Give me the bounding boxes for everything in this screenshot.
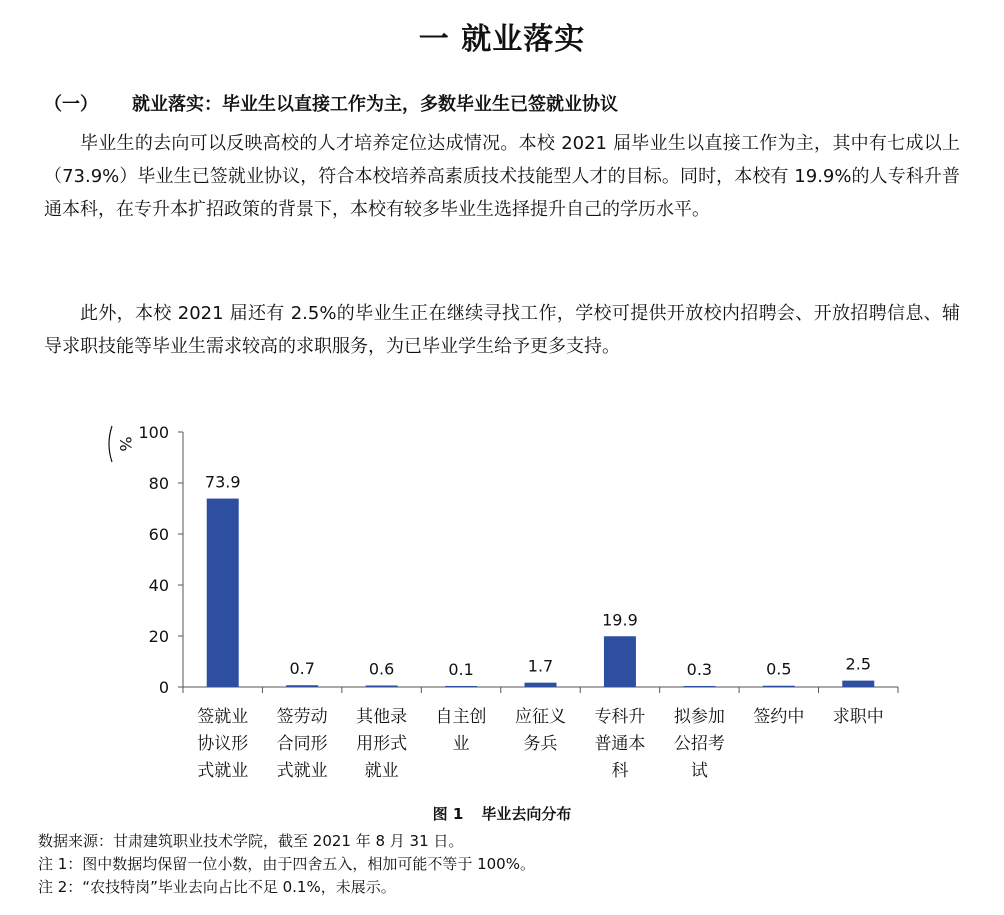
x-tick-label: 公招考 [673, 734, 725, 754]
x-tick-label: 科 [611, 761, 629, 781]
x-tick-label: 其他录 [356, 707, 408, 727]
data-label: 1.7 [527, 656, 554, 676]
bar [445, 686, 477, 687]
bar [366, 685, 398, 687]
y-axis-label-bracket [109, 426, 112, 462]
data-label: 0.7 [289, 659, 315, 679]
figure-title: 毕业去向分布 [481, 805, 572, 823]
bar [525, 683, 557, 687]
section-heading [44, 90, 618, 116]
x-tick-label: 签约中 [753, 707, 805, 727]
data-label: 0.5 [766, 659, 792, 679]
note-1: 注 1：图中数据均保留一位小数，由于四舍五入，相加可能不等于 100%。 [38, 855, 535, 873]
x-tick-label: 普通本 [594, 734, 646, 754]
x-tick-label: 协议形 [197, 734, 249, 754]
note-source: 数据来源：甘肃建筑职业技术学院，截至 2021 年 8 月 31 日。 [38, 832, 464, 850]
data-label: 73.9 [204, 472, 241, 492]
x-tick-label: 签劳动 [276, 707, 328, 727]
paragraph-2: 此外，本校 2021 届还有 2.5%的毕业生正在继续寻找工作，学校可提供开放校内招聘会、开放招聘信息、辅导求职技能等毕业生需求较高的求职服务，为已毕业学生给予更多支持。 [44, 303, 960, 357]
data-label: 0.3 [686, 660, 713, 679]
x-tick-label: 应征义 [515, 707, 566, 727]
bar [683, 686, 715, 687]
x-tick-label: 式就业 [197, 761, 249, 781]
y-tick-label: 100 [138, 423, 169, 442]
x-tick-label: 拟参加 [673, 707, 725, 727]
x-tick-label: 专科升 [594, 707, 646, 727]
bar [763, 686, 795, 687]
y-tick-label: 60 [148, 525, 169, 544]
x-tick-label: 合同形 [276, 734, 328, 754]
notes [38, 830, 535, 899]
data-label: 0.6 [368, 659, 395, 679]
y-tick-label: 0 [158, 678, 169, 697]
page-title: 一 就业落实 [418, 22, 586, 57]
y-tick-label: 40 [148, 576, 169, 595]
bar-chart [0, 410, 1004, 795]
x-tick-label: 业 [452, 734, 470, 754]
section-number: （一） [44, 94, 98, 115]
x-tick-label: 就业 [364, 761, 399, 781]
y-tick-label: 80 [148, 474, 169, 493]
paragraph-1: 毕业生的去向可以反映高校的人才培养定位达成情况。本校 2021 届毕业生以直接工作为主，其中有七成以上（73.9%）毕业生已签就业协议，符合本校培养高素质技术技能型人才的目标。同时，本校有 19.9%的人专科升普通本科，在专升本扩招政策的背景下，本校有较多毕业生选择提升自己的学历水平。 [44, 133, 960, 220]
x-tick-label: 式就业 [276, 761, 328, 781]
x-tick-label: 试 [690, 761, 708, 781]
data-label: 19.9 [602, 610, 638, 630]
figure-number: 图 1 [432, 805, 464, 823]
section-heading-text: 就业落实：毕业生以直接工作为主，多数毕业生已签就业协议 [132, 94, 618, 115]
x-tick-label: 自主创 [435, 707, 487, 727]
bar [207, 499, 239, 687]
x-tick-label: 用形式 [356, 734, 408, 754]
bar [842, 681, 874, 687]
figure-caption [0, 803, 1004, 824]
data-label: 2.5 [845, 654, 872, 674]
bar [286, 685, 318, 687]
note-2: 注 2：“农技特岗”毕业去向占比不足 0.1%，未展示。 [38, 878, 396, 896]
x-tick-label: 务兵 [523, 734, 558, 754]
x-tick-label: 签就业 [197, 707, 249, 727]
bar [604, 636, 636, 687]
y-axis-label: % [116, 436, 135, 452]
data-label: 0.1 [448, 660, 474, 679]
x-tick-label: 求职中 [832, 707, 884, 727]
y-tick-label: 20 [148, 627, 169, 646]
